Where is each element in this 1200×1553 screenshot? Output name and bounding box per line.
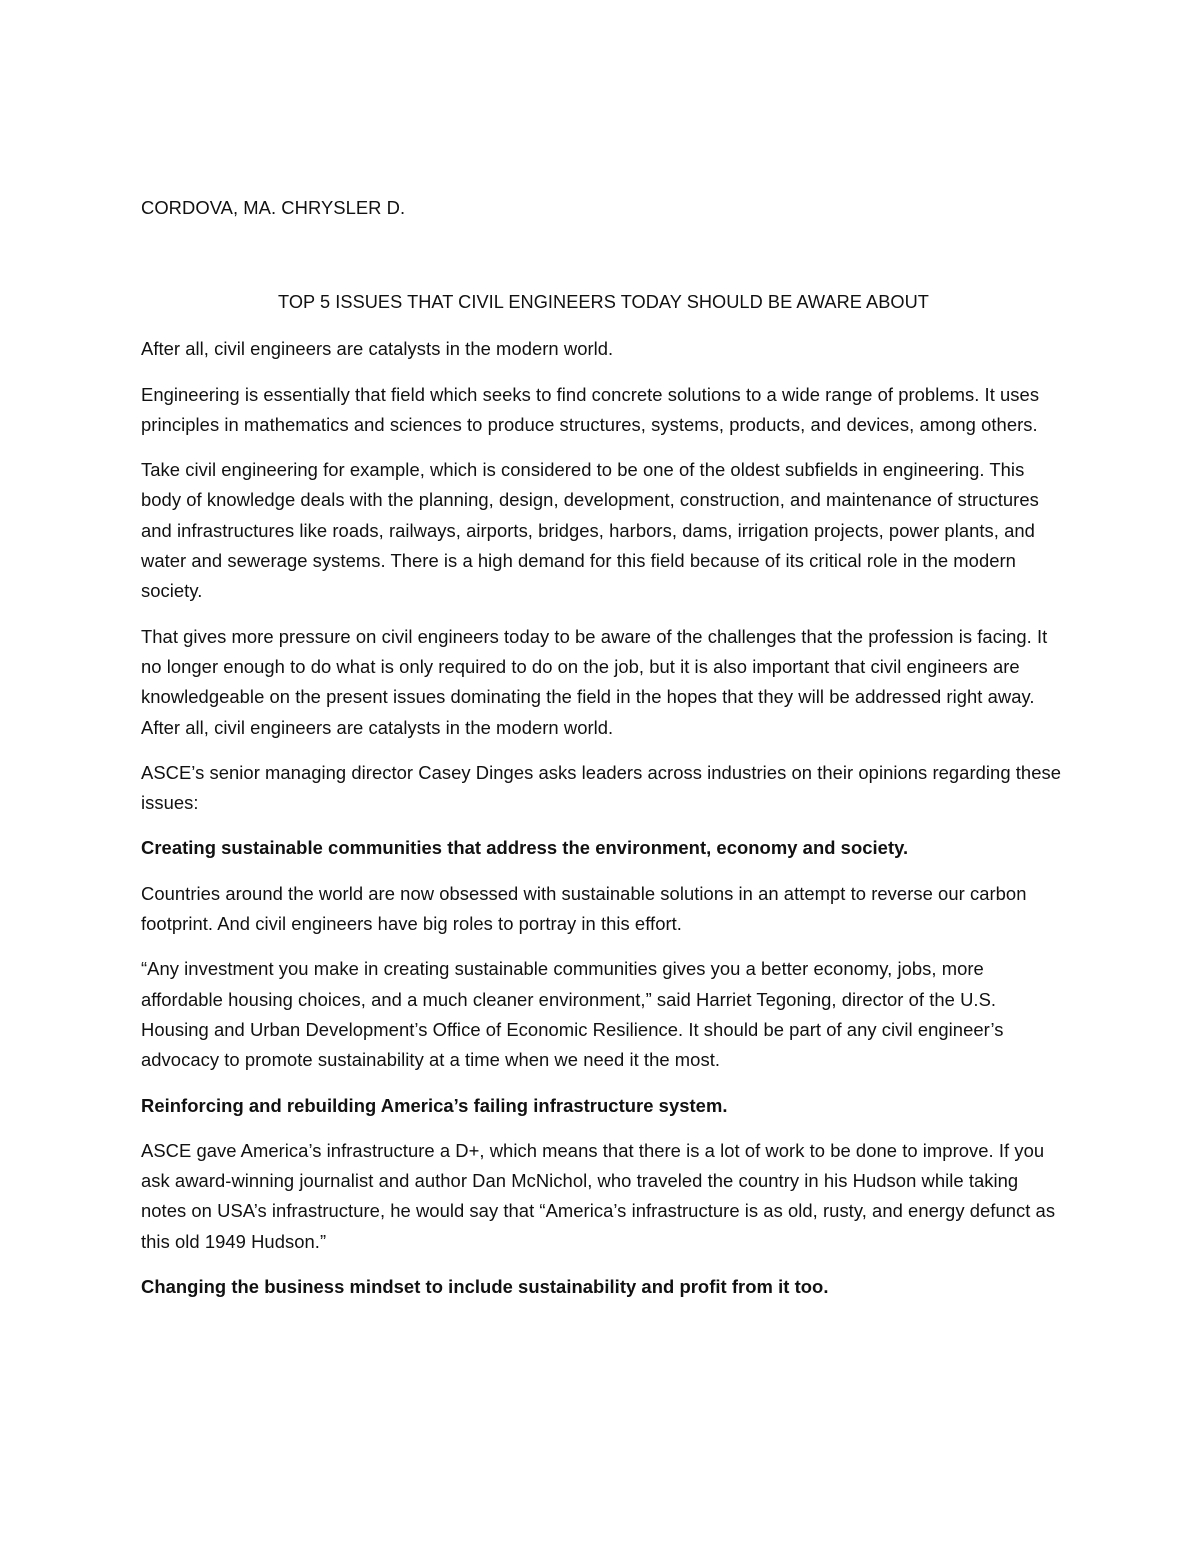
document-body: [141, 193, 1066, 1302]
body-paragraph: ASCE’s senior managing director Casey Dinges asks leaders across industries on their opinions regarding these issues:: [141, 761, 1062, 814]
document-title: TOP 5 ISSUES THAT CIVIL ENGINEERS TODAY SHOULD BE AWARE ABOUT: [278, 292, 929, 312]
section-heading: Creating sustainable communities that address the environment, economy and society.: [141, 837, 909, 859]
body-paragraph: That gives more pressure on civil engineers today to be aware of the challenges that the profession is facing. It no longer enough to do what is only required to do on the job, but it is also important that civil engineers are knowledgeable on the present issues dominating the field in the hopes that they will be addressed right away. After all, civil engineers are catalysts in the modern world.: [141, 625, 1048, 738]
section-heading: Changing the business mindset to include sustainability and profit from it too.: [141, 1276, 829, 1298]
author-name: CORDOVA, MA. CHRYSLER D.: [141, 197, 406, 218]
section-paragraph: “Any investment you make in creating sustainable communities gives you a better economy, jobs, more affordable housing choices, and a much cleaner environment,” said Harriet Tegoning, director of the U.S. Housing and Urban Development’s Office of Economic Resilience. It should be part of any civil engineer’s advocacy to promote sustainability at a time when we need it the most.: [141, 958, 1004, 1071]
body-paragraph: Take civil engineering for example, which is considered to be one of the oldest subfields in engineering. This body of knowledge deals with the planning, design, development, construction, and maintenance of structures and infrastructures like roads, railways, airports, bridges, harbors, dams, irrigation projects, power plants, and water and sewerage systems. There is a high demand for this field because of its critical role in the modern society.: [141, 459, 1039, 602]
section-paragraph: ASCE gave America’s infrastructure a D+, which means that there is a lot of work to be done to improve. If you ask award-winning journalist and author Dan McNichol, who traveled the country in his Hudson while taking notes on USA’s infrastructure, he would say that “America’s infrastructure is as old, rusty, and energy defunct as this old 1949 Hudson.”: [141, 1139, 1056, 1252]
body-paragraph: Engineering is essentially that field which seeks to find concrete solutions to a wide range of problems. It uses principles in mathematics and sciences to produce structures, systems, products, and devices, among others.: [141, 383, 1040, 435]
section-paragraph: Countries around the world are now obsessed with sustainable solutions in an attempt to reverse our carbon footprint. And civil engineers have big roles to portray in this effort.: [141, 882, 1027, 935]
intro-paragraph: After all, civil engineers are catalysts in the modern world.: [141, 338, 614, 360]
section-heading: Reinforcing and rebuilding America’s failing infrastructure system.: [141, 1094, 728, 1116]
